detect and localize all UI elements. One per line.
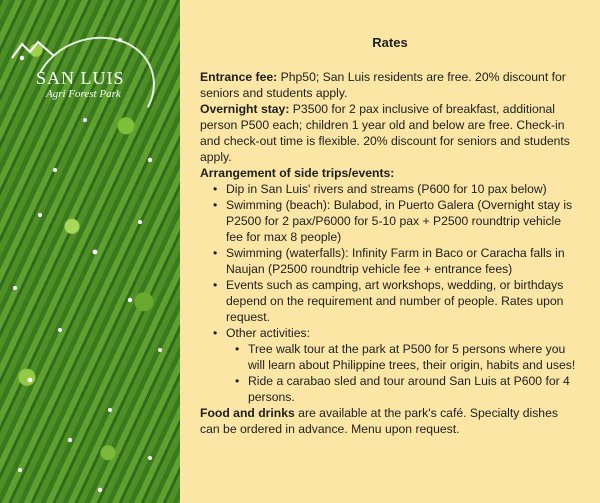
other-activities-list: [226, 341, 580, 405]
entrance-fee-label: Entrance fee:: [200, 70, 278, 84]
list-item-other-activities: [226, 325, 580, 405]
list-item: • Swimming (beach): Bulabod, in Puerto Galera (Overnight stay is P2500 for 2 pax/P6000 for 5-10 pax + P2500 roundtrip vehicle fee for max 8 people): [226, 197, 580, 245]
list-item: • Dip in San Luis' rivers and streams (P600 for 10 pax below): [226, 181, 580, 197]
food-paragraph: [200, 405, 580, 437]
side-trips-list: [200, 181, 580, 405]
logo-subtitle: Agri Forest Park: [46, 88, 121, 100]
list-item: • Tree walk tour at the park at P500 for 5 persons where you will learn about Philippine trees, their origin, habits and uses!: [248, 341, 580, 373]
food-label: Food and drinks: [200, 406, 295, 420]
entrance-fee-text: Php50; San Luis residents are free. 20% discount for seniors and students apply.: [200, 70, 566, 100]
overnight-stay-paragraph: [200, 101, 580, 165]
overnight-stay-text: P3500 for 2 pax inclusive of breakfast, additional person P500 each; children 1 year old and below are free. Check-in and check-out time is flexible. 20% discount for seniors and students apply.: [200, 102, 570, 164]
park-logo: [10, 38, 168, 138]
rates-panel: [200, 35, 580, 437]
entrance-fee-paragraph: [200, 69, 580, 101]
logo-name: SAN LUIS: [36, 68, 125, 88]
side-trips-heading: Arrangement of side trips/events:: [200, 166, 395, 180]
list-item: • Swimming (waterfalls): Infinity Farm in Baco or Caracha falls in Naujan (P2500 roundtrip vehicle fee + entrance fees): [226, 245, 580, 277]
other-activities-label: Other activities:: [226, 326, 310, 340]
overnight-stay-label: Overnight stay:: [200, 102, 290, 116]
page-title: Rates: [372, 35, 408, 50]
food-text: are available at the park's café. Specialty dishes can be ordered in advance. Menu upon request.: [200, 406, 558, 436]
bird-icon: [10, 38, 56, 62]
list-item: • Events such as camping, art workshops, wedding, or birthdays depend on the requirement and number of people. Rates upon request.: [226, 277, 580, 325]
grass-photo: [0, 0, 180, 503]
list-item: • Ride a carabao sled and tour around San Luis at P600 for 4 persons.: [248, 373, 580, 405]
